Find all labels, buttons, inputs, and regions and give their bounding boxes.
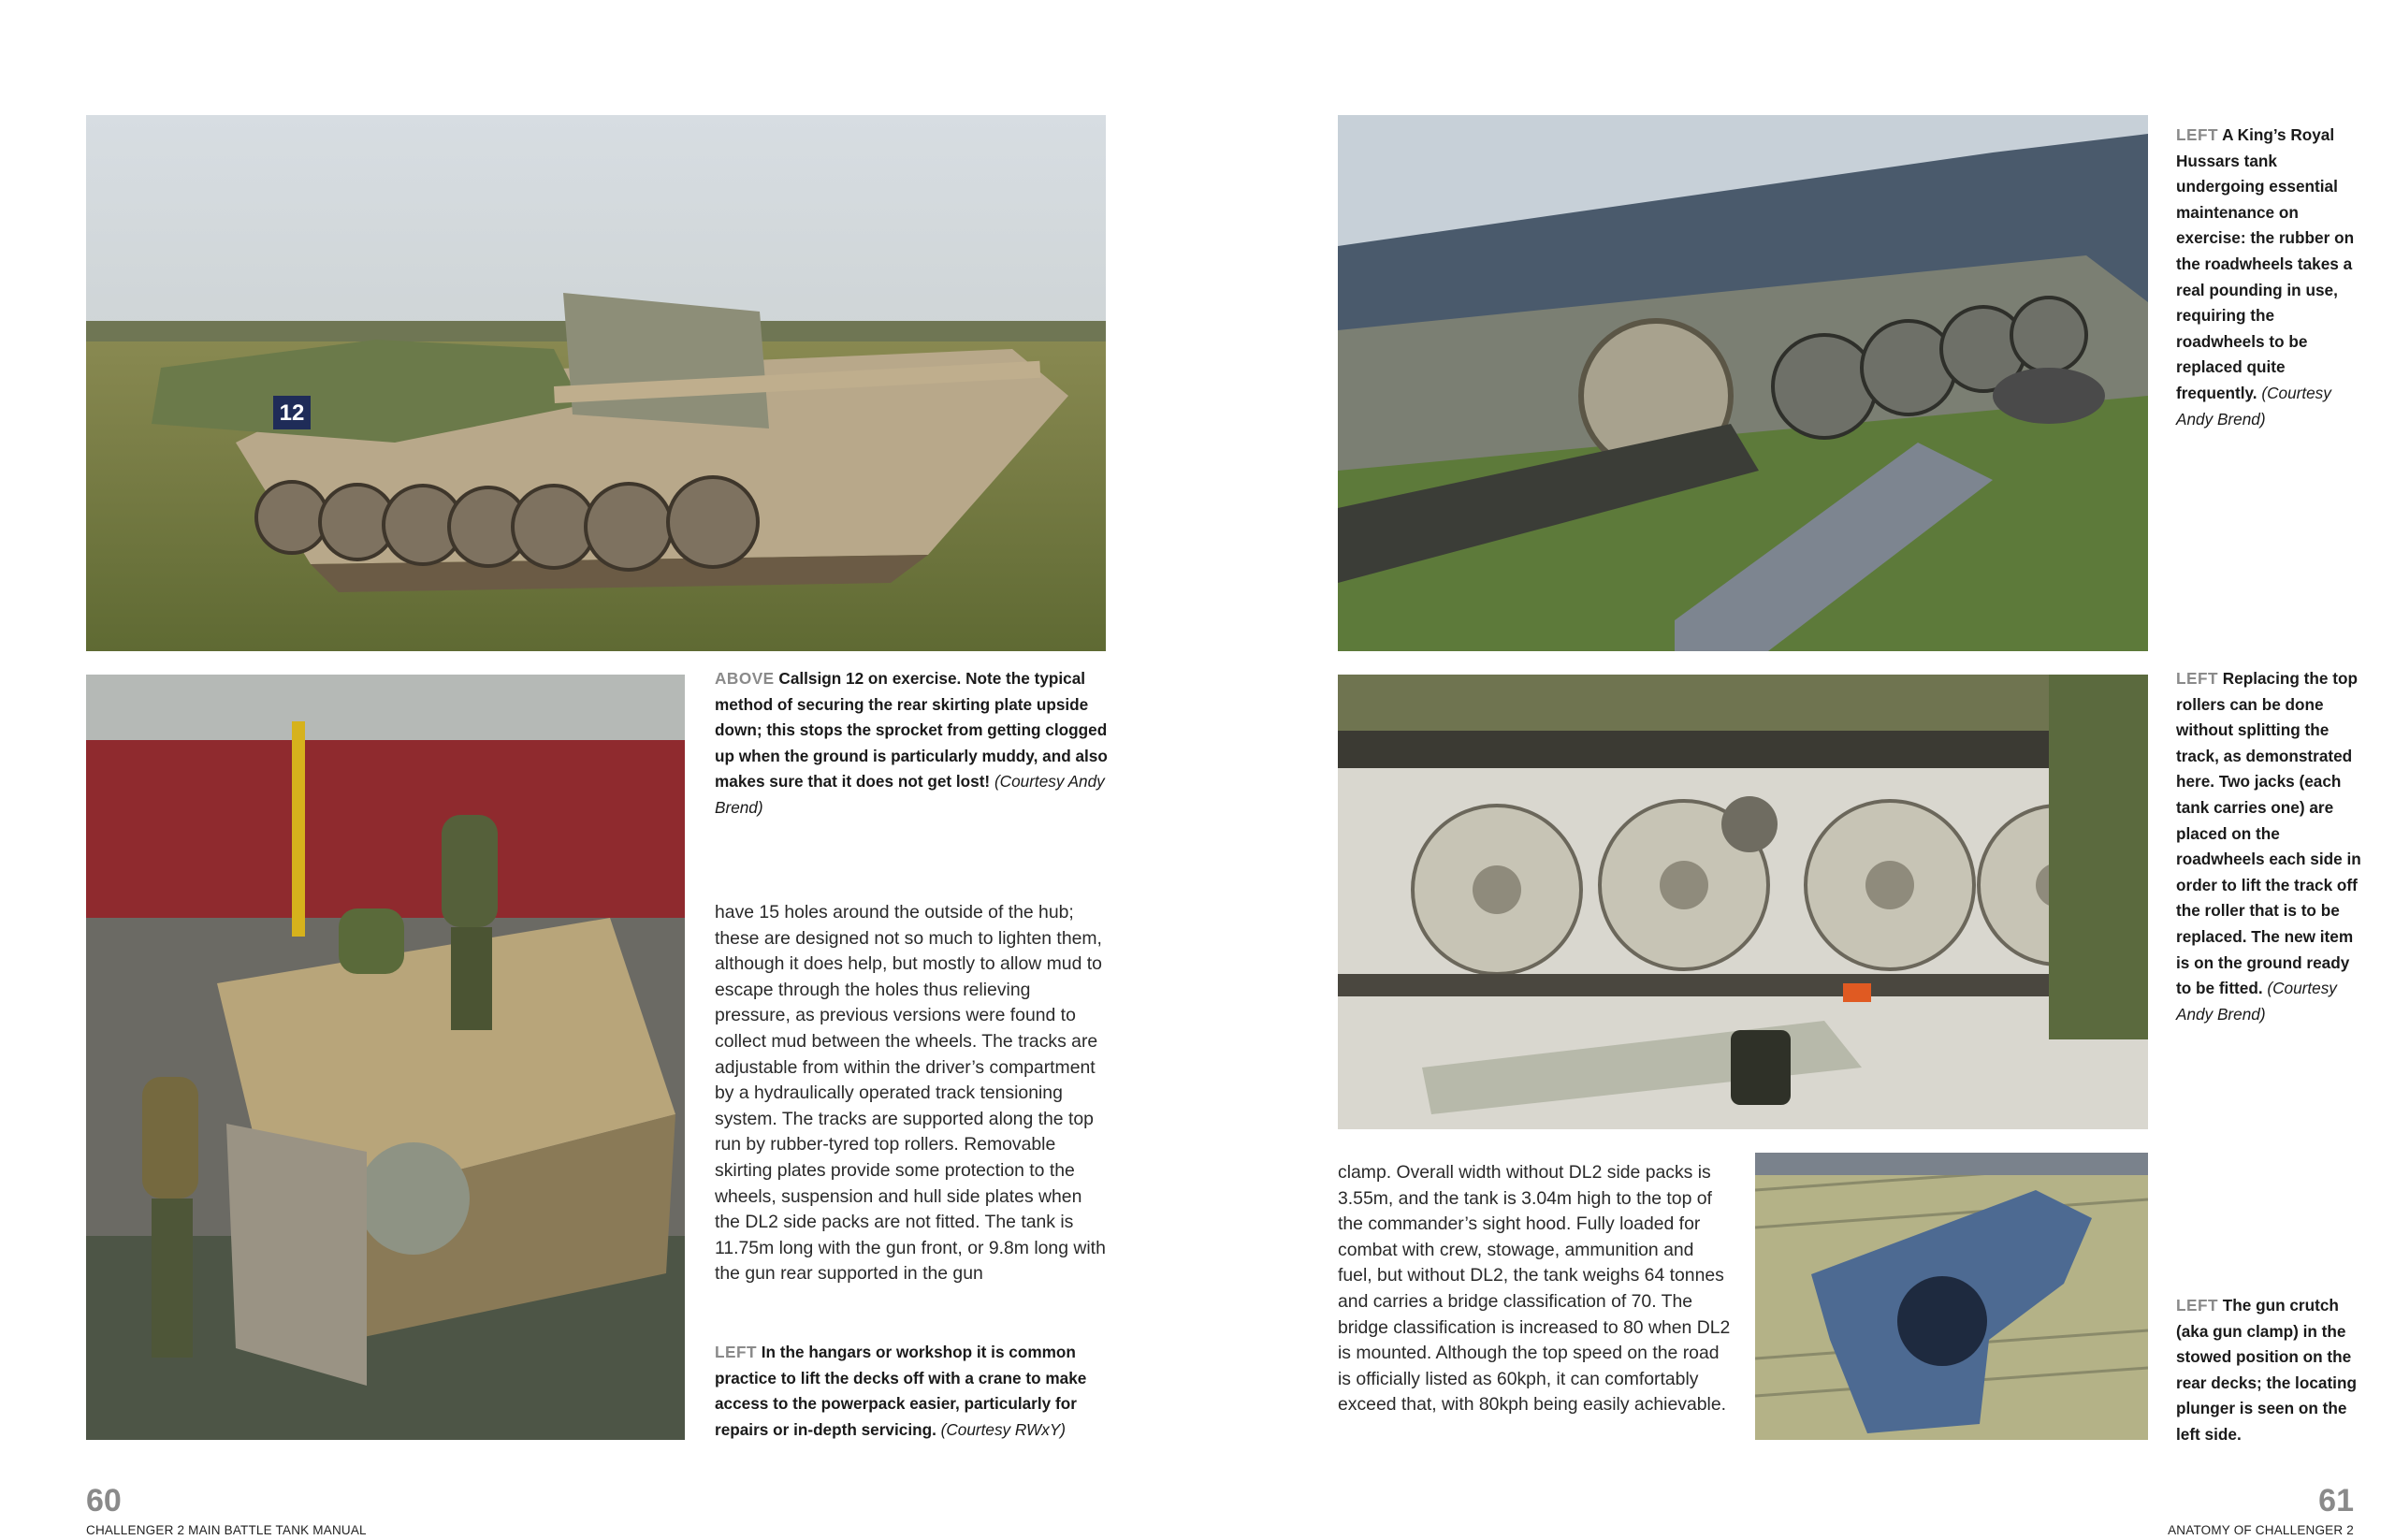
caption-credit: (Courtesy RWxY)	[940, 1419, 1067, 1439]
caption-text: In the hangars or workshop it is common practice to lift the decks off with a crane to make access to the powerpack easier, particularly for repairs or in-depth servicing.	[715, 1343, 1087, 1439]
caption-keyword: LEFT	[2176, 1296, 2218, 1315]
caption-keyword: LEFT	[715, 1343, 757, 1361]
photo-tank-callsign-12	[86, 115, 1106, 651]
caption-right-1	[2176, 123, 2363, 432]
callsign-marking: 12	[279, 400, 305, 426]
photo-roadwheel-maintenance	[1338, 115, 2148, 651]
caption-right-3	[2176, 1293, 2363, 1448]
caption-credit: (Courtesy Andy Brend)	[2176, 383, 2331, 429]
body-text-left: have 15 holes around the outside of the hub; these are designed not so much to lighten them, although it does help, but mostly to allow mud to escape through the holes thus relieving pressure, as previous versions were found to collect mud between the wheels. The tracks are adjustable from within the driver’s compartment by a hydraulically operated track tensioning system. The tracks are supported along the top run by rubber-tyred top rollers. Removable skirting plates provide some protection to the wheels, suspension and hull side plates when the DL2 side packs are not fitted. The tank is 11.75m long with the gun front, or 9.8m long with the gun rear supported in the gun	[715, 902, 1106, 1285]
caption-text: The gun crutch (aka gun clamp) in the stowed position on the rear decks; the locating plunger is seen on the left side.	[2176, 1296, 2357, 1444]
caption-credit: (Courtesy Andy Brend)	[2176, 979, 2337, 1024]
caption-keyword: ABOVE	[715, 669, 775, 688]
photo-gun-crutch	[1755, 1153, 2148, 1440]
caption-text: Replacing the top rollers can be done without splitting the track, as demonstrated here. Two jacks (each tank carries one) are placed on the roadwheels each side in order to lift the track off the roller that is to be replaced. The new item is on the ground ready to be fitted.	[2176, 669, 2361, 998]
running-head-left: CHALLENGER 2 MAIN BATTLE TANK MANUAL	[86, 1523, 367, 1537]
page-number-right: 61	[2318, 1483, 2354, 1518]
page-number-left: 60	[86, 1483, 122, 1518]
photo-hangar-workshop	[86, 675, 685, 1440]
caption-keyword: LEFT	[2176, 669, 2218, 688]
caption-right-2	[2176, 666, 2363, 1027]
caption-text: A King’s Royal Hussars tank undergoing essential maintenance on exercise: the rubber on the roadwheels takes a real pounding in use, requiring the roadwheels to be replaced quite frequently.	[2176, 125, 2355, 402]
body-text-right: clamp. Overall width without DL2 side packs is 3.55m, and the tank is 3.04m high to the top of the commander’s sight hood. Fully loaded for combat with crew, stowage, ammunition and fuel, but without DL2, the tank weighs 64 tonnes and carries a bridge classification of 70. The bridge classification is increased to 80 when DL2 is mounted. Although the top speed on the road is officially listed as 60kph, it can comfortably exceed that, with 80kph being easily achievable.	[1338, 1162, 1731, 1416]
caption-left-hangar	[715, 1340, 1108, 1443]
caption-keyword: LEFT	[2176, 125, 2218, 144]
caption-text: Callsign 12 on exercise. Note the typical method of securing the rear skirting plate upside down; this stops the sprocket from getting clogged up when the ground is particularly muddy, and also makes sure that it does not get lost!	[715, 669, 1108, 792]
running-head-right: ANATOMY OF CHALLENGER 2	[2168, 1523, 2354, 1537]
caption-credit: (Courtesy Andy Brend)	[715, 772, 1105, 817]
caption-above	[715, 666, 1108, 821]
photo-top-rollers	[1338, 675, 2148, 1129]
